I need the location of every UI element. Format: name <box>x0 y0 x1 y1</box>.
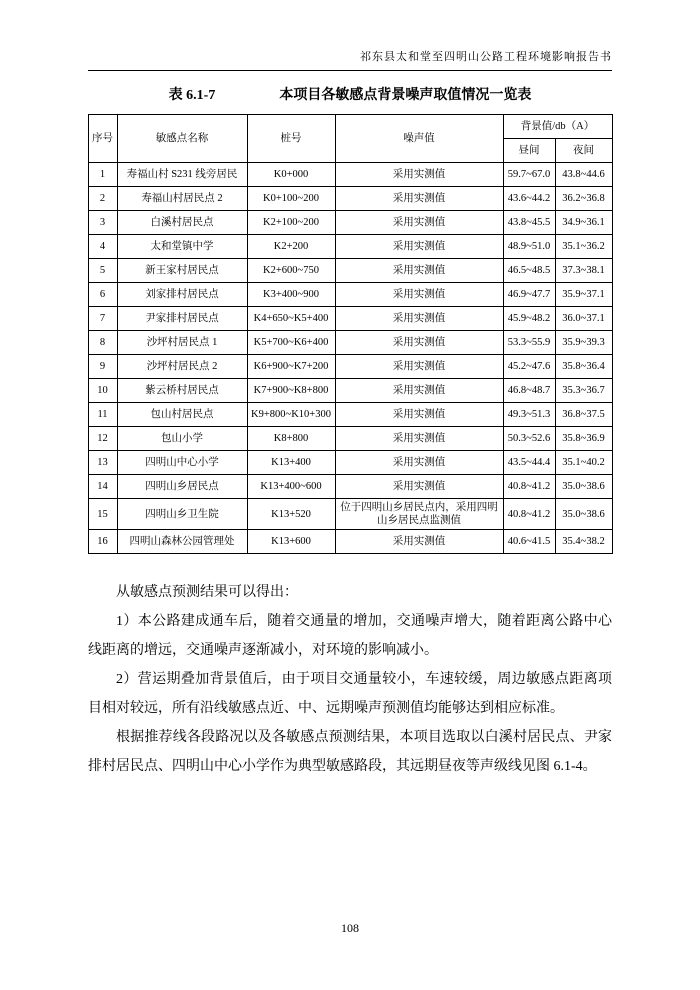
col-header-night: 夜间 <box>555 139 612 163</box>
cell-index: 2 <box>88 187 117 211</box>
page-number-value: 108 <box>341 921 359 935</box>
cell-day-value: 40.8~41.2 <box>503 475 555 499</box>
cell-noise-value: 采用实测值 <box>335 355 503 379</box>
cell-stake-number: K8+800 <box>247 427 335 451</box>
table-header <box>88 115 612 163</box>
cell-night-value: 37.3~38.1 <box>555 259 612 283</box>
cell-noise-value: 采用实测值 <box>335 379 503 403</box>
table-label: 表 6.1-7 <box>168 88 216 103</box>
cell-day-value: 40.8~41.2 <box>503 499 555 530</box>
cell-stake-number: K2+100~200 <box>247 211 335 235</box>
col-header-stake: 桩号 <box>247 115 335 163</box>
cell-stake-number: K13+520 <box>247 499 335 530</box>
cell-sensitive-point-name: 太和堂镇中学 <box>117 235 247 259</box>
cell-noise-value: 采用实测值 <box>335 163 503 187</box>
cell-night-value: 35.9~37.1 <box>555 283 612 307</box>
table-row <box>88 427 612 451</box>
cell-noise-value: 位于四明山乡居民点内，采用四明山乡居民点监测值 <box>335 499 503 530</box>
cell-night-value: 43.8~44.6 <box>555 163 612 187</box>
cell-noise-value: 采用实测值 <box>335 427 503 451</box>
cell-night-value: 35.4~38.2 <box>555 530 612 554</box>
cell-night-value: 35.0~38.6 <box>555 475 612 499</box>
cell-index: 8 <box>88 331 117 355</box>
table-row <box>88 355 612 379</box>
cell-sensitive-point-name: 尹家排村居民点 <box>117 307 247 331</box>
cell-noise-value: 采用实测值 <box>335 451 503 475</box>
paragraph-summary: 根据推荐线各段路况以及各敏感点预测结果，本项目选取以白溪村居民点、尹家排村居民点、四明山中心小学作为典型敏感路段，其远期昼夜等声级线见图 6.1-4。 <box>88 730 612 774</box>
cell-night-value: 35.1~40.2 <box>555 451 612 475</box>
cell-noise-value: 采用实测值 <box>335 530 503 554</box>
cell-sensitive-point-name: 寿福山村 S231 线旁居民 <box>117 163 247 187</box>
cell-night-value: 36.8~37.5 <box>555 403 612 427</box>
cell-index: 16 <box>88 530 117 554</box>
table-row <box>88 403 612 427</box>
cell-stake-number: K13+400~600 <box>247 475 335 499</box>
cell-stake-number: K2+200 <box>247 235 335 259</box>
running-header <box>88 0 612 71</box>
cell-sensitive-point-name: 寿福山村居民点 2 <box>117 187 247 211</box>
table-row <box>88 307 612 331</box>
cell-day-value: 43.5~44.4 <box>503 451 555 475</box>
cell-noise-value: 采用实测值 <box>335 259 503 283</box>
cell-index: 14 <box>88 475 117 499</box>
body-text <box>88 578 612 781</box>
cell-noise-value: 采用实测值 <box>335 475 503 499</box>
table-row <box>88 259 612 283</box>
paragraph-intro: 从敏感点预测结果可以得出： <box>116 585 298 600</box>
cell-sensitive-point-name: 四明山中心小学 <box>117 451 247 475</box>
col-header-background-group: 背景值/db（A） <box>503 115 612 139</box>
cell-index: 11 <box>88 403 117 427</box>
table-row <box>88 475 612 499</box>
table-row <box>88 331 612 355</box>
col-header-index: 序号 <box>88 115 117 163</box>
cell-noise-value: 采用实测值 <box>335 283 503 307</box>
cell-stake-number: K5+700~K6+400 <box>247 331 335 355</box>
cell-noise-value: 采用实测值 <box>335 235 503 259</box>
cell-day-value: 46.9~47.7 <box>503 283 555 307</box>
cell-sensitive-point-name: 沙坪村居民点 2 <box>117 355 247 379</box>
cell-stake-number: K6+900~K7+200 <box>247 355 335 379</box>
cell-sensitive-point-name: 沙坪村居民点 1 <box>117 331 247 355</box>
cell-sensitive-point-name: 刘家排村居民点 <box>117 283 247 307</box>
cell-index: 9 <box>88 355 117 379</box>
paragraph-point-1: 1）本公路建成通车后，随着交通量的增加，交通噪声增大，随着距离公路中心线距离的增远，交通噪声逐渐减小，对环境的影响减小。 <box>88 614 612 658</box>
header-row-1 <box>88 115 612 139</box>
cell-index: 12 <box>88 427 117 451</box>
cell-night-value: 34.9~36.1 <box>555 211 612 235</box>
cell-index: 13 <box>88 451 117 475</box>
cell-day-value: 49.3~51.3 <box>503 403 555 427</box>
cell-day-value: 40.6~41.5 <box>503 530 555 554</box>
cell-stake-number: K13+600 <box>247 530 335 554</box>
cell-index: 4 <box>88 235 117 259</box>
page-number <box>0 921 700 936</box>
table-body <box>88 163 612 554</box>
cell-stake-number: K3+400~900 <box>247 283 335 307</box>
cell-noise-value: 采用实测值 <box>335 403 503 427</box>
cell-index: 6 <box>88 283 117 307</box>
cell-night-value: 35.3~36.7 <box>555 379 612 403</box>
table-row <box>88 211 612 235</box>
cell-stake-number: K9+800~K10+300 <box>247 403 335 427</box>
running-header-title: 祁东县太和堂至四明山公路工程环境影响报告书 <box>360 51 612 63</box>
cell-night-value: 35.1~36.2 <box>555 235 612 259</box>
cell-index: 15 <box>88 499 117 530</box>
cell-stake-number: K2+600~750 <box>247 259 335 283</box>
cell-index: 7 <box>88 307 117 331</box>
cell-sensitive-point-name: 四明山森林公园管理处 <box>117 530 247 554</box>
cell-sensitive-point-name: 包山村居民点 <box>117 403 247 427</box>
table-row <box>88 499 612 530</box>
table-row <box>88 187 612 211</box>
cell-index: 5 <box>88 259 117 283</box>
cell-sensitive-point-name: 紫云桥村居民点 <box>117 379 247 403</box>
cell-sensitive-point-name: 包山小学 <box>117 427 247 451</box>
cell-day-value: 50.3~52.6 <box>503 427 555 451</box>
table-row <box>88 379 612 403</box>
cell-index: 10 <box>88 379 117 403</box>
cell-sensitive-point-name: 四明山乡卫生院 <box>117 499 247 530</box>
cell-day-value: 45.9~48.2 <box>503 307 555 331</box>
cell-day-value: 43.6~44.2 <box>503 187 555 211</box>
cell-stake-number: K7+900~K8+800 <box>247 379 335 403</box>
noise-table <box>88 114 613 554</box>
cell-stake-number: K4+650~K5+400 <box>247 307 335 331</box>
cell-day-value: 46.5~48.5 <box>503 259 555 283</box>
cell-sensitive-point-name: 新王家村居民点 <box>117 259 247 283</box>
cell-stake-number: K13+400 <box>247 451 335 475</box>
cell-night-value: 36.0~37.1 <box>555 307 612 331</box>
cell-day-value: 45.2~47.6 <box>503 355 555 379</box>
table-title: 本项目各敏感点背景噪声取值情况一览表 <box>279 88 532 103</box>
cell-night-value: 36.2~36.8 <box>555 187 612 211</box>
table-row <box>88 451 612 475</box>
paragraph-point-2: 2）营运期叠加背景值后，由于项目交通量较小，车速较缓，周边敏感点距离项目相对较远，所有沿线敏感点近、中、远期噪声预测值均能够达到相应标准。 <box>88 672 612 716</box>
cell-night-value: 35.0~38.6 <box>555 499 612 530</box>
cell-index: 1 <box>88 163 117 187</box>
table-row <box>88 235 612 259</box>
cell-stake-number: K0+000 <box>247 163 335 187</box>
cell-sensitive-point-name: 四明山乡居民点 <box>117 475 247 499</box>
table-row <box>88 283 612 307</box>
table-row <box>88 163 612 187</box>
cell-noise-value: 采用实测值 <box>335 211 503 235</box>
cell-night-value: 35.9~39.3 <box>555 331 612 355</box>
cell-day-value: 48.9~51.0 <box>503 235 555 259</box>
cell-night-value: 35.8~36.9 <box>555 427 612 451</box>
col-header-day: 昼间 <box>503 139 555 163</box>
cell-noise-value: 采用实测值 <box>335 187 503 211</box>
cell-day-value: 46.8~48.7 <box>503 379 555 403</box>
cell-day-value: 43.8~45.5 <box>503 211 555 235</box>
cell-day-value: 53.3~55.9 <box>503 331 555 355</box>
cell-index: 3 <box>88 211 117 235</box>
col-header-noise: 噪声值 <box>335 115 503 163</box>
cell-noise-value: 采用实测值 <box>335 307 503 331</box>
cell-night-value: 35.8~36.4 <box>555 355 612 379</box>
cell-day-value: 59.7~67.0 <box>503 163 555 187</box>
table-row <box>88 530 612 554</box>
col-header-name: 敏感点名称 <box>117 115 247 163</box>
cell-noise-value: 采用实测值 <box>335 331 503 355</box>
cell-sensitive-point-name: 白溪村居民点 <box>117 211 247 235</box>
table-caption <box>88 84 612 104</box>
cell-stake-number: K0+100~200 <box>247 187 335 211</box>
